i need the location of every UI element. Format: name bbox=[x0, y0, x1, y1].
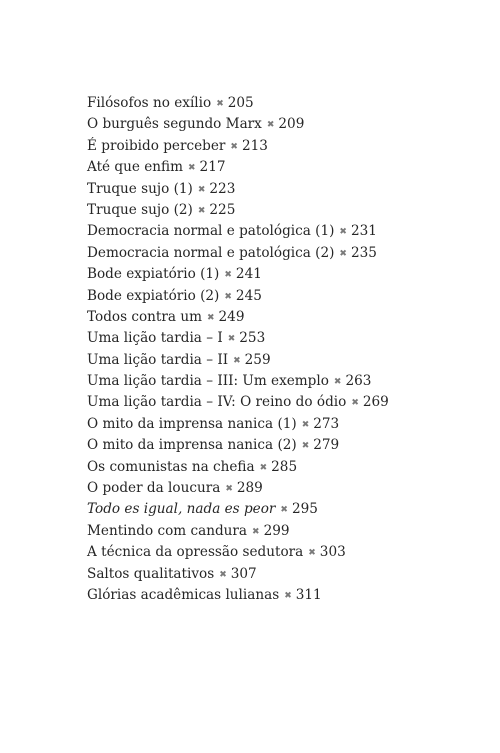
toc-entry bbox=[87, 136, 389, 157]
toc-entry-page-number: 249 bbox=[218, 308, 245, 325]
toc-entry-title: Uma lição tardia – I bbox=[87, 330, 223, 347]
toc-entry-page-number: 241 bbox=[235, 266, 262, 283]
toc-entry-page-number: 223 bbox=[209, 180, 236, 197]
separator-icon: ✖ bbox=[206, 312, 215, 323]
separator-icon: ✖ bbox=[197, 205, 206, 216]
toc-entry-title: Truque sujo (1) bbox=[87, 180, 193, 197]
toc-entry-title: Uma lição tardia – III: Um exemplo bbox=[87, 373, 329, 390]
toc-entry-page-number: 217 bbox=[199, 159, 226, 176]
separator-icon: ✖ bbox=[308, 548, 316, 559]
toc-entry-title: Democracia normal e patológica (1) bbox=[87, 223, 335, 240]
toc-entry-title: O poder da loucura bbox=[87, 480, 221, 497]
toc-entry bbox=[87, 286, 389, 307]
toc-entry-title: Até que enfim bbox=[87, 159, 183, 176]
toc-entry bbox=[87, 350, 389, 371]
separator-icon: ✖ bbox=[219, 569, 227, 580]
toc-entry-title: Bode expiatório (1) bbox=[87, 266, 220, 283]
toc-entry-title: Uma lição tardia – IV: O reino do ódio bbox=[87, 394, 347, 411]
separator-icon: ✖ bbox=[259, 462, 268, 473]
toc-entry-title: O mito da imprensa nanica (1) bbox=[87, 415, 297, 432]
toc-entry-title: Saltos qualitativos bbox=[87, 565, 215, 582]
toc-entry bbox=[87, 392, 389, 413]
toc-entry-title: Truque sujo (2) bbox=[87, 201, 193, 218]
toc-entry-title: Todos contra um bbox=[87, 308, 202, 325]
toc-entry-page-number: 285 bbox=[271, 458, 298, 475]
toc-entry-title: Todo es igual, nada es peor bbox=[87, 501, 276, 518]
toc-entry bbox=[87, 521, 389, 542]
table-of-contents bbox=[87, 93, 389, 606]
toc-entry-page-number: 245 bbox=[235, 287, 262, 304]
toc-entry bbox=[87, 179, 389, 200]
separator-icon: ✖ bbox=[333, 377, 342, 388]
toc-entry-page-number: 209 bbox=[278, 116, 305, 133]
toc-entry bbox=[87, 457, 389, 478]
separator-icon: ✖ bbox=[230, 141, 238, 152]
separator-icon: ✖ bbox=[224, 270, 232, 281]
toc-entry-page-number: 295 bbox=[291, 501, 318, 518]
toc-entry bbox=[87, 307, 389, 328]
separator-icon: ✖ bbox=[284, 590, 292, 601]
separator-icon: ✖ bbox=[216, 99, 224, 109]
toc-entry-page-number: 269 bbox=[362, 394, 389, 411]
toc-entry-title: A técnica da opressão sedutora bbox=[87, 544, 304, 561]
toc-entry-page-number: 235 bbox=[350, 244, 377, 261]
toc-entry bbox=[87, 114, 389, 135]
toc-entry-title: Bode expiatório (2) bbox=[87, 287, 220, 304]
toc-entry bbox=[87, 435, 389, 456]
toc-entry bbox=[87, 414, 389, 435]
toc-entry-title: Os comunistas na chefia bbox=[87, 458, 255, 475]
toc-entry bbox=[87, 564, 389, 585]
toc-entry bbox=[87, 328, 389, 349]
toc-entry-page-number: 303 bbox=[319, 544, 346, 561]
toc-entry-page-number: 289 bbox=[236, 480, 263, 497]
toc-entry-title: O mito da imprensa nanica (2) bbox=[87, 437, 297, 454]
toc-entry-page-number: 279 bbox=[313, 437, 340, 454]
toc-entry bbox=[87, 200, 389, 221]
separator-icon: ✖ bbox=[351, 398, 359, 409]
toc-entry-title: Uma lição tardia – II bbox=[87, 351, 229, 368]
separator-icon: ✖ bbox=[301, 441, 310, 452]
toc-entry bbox=[87, 585, 389, 606]
separator-icon: ✖ bbox=[301, 419, 310, 430]
toc-entry-title: Filósofos no exílio bbox=[87, 95, 212, 111]
toc-entry-page-number: 213 bbox=[241, 137, 268, 154]
toc-entry-title: Glórias acadêmicas lulianas bbox=[87, 586, 280, 603]
separator-icon: ✖ bbox=[197, 184, 206, 195]
toc-entry bbox=[87, 478, 389, 499]
toc-entry bbox=[87, 499, 389, 520]
separator-icon: ✖ bbox=[225, 484, 233, 495]
toc-entry bbox=[87, 221, 389, 242]
separator-icon: ✖ bbox=[280, 505, 288, 516]
toc-entry-page-number: 253 bbox=[239, 330, 266, 347]
separator-icon: ✖ bbox=[339, 227, 347, 238]
toc-entry-page-number: 299 bbox=[263, 522, 290, 539]
toc-entry-page-number: 231 bbox=[350, 223, 377, 240]
toc-entry-page-number: 273 bbox=[313, 415, 340, 432]
separator-icon: ✖ bbox=[227, 334, 236, 345]
toc-entry bbox=[87, 264, 389, 285]
toc-entry-title: Mentindo com candura bbox=[87, 522, 248, 539]
toc-entry bbox=[87, 542, 389, 563]
toc-entry-page-number: 311 bbox=[295, 586, 322, 603]
separator-icon: ✖ bbox=[188, 163, 196, 174]
toc-entry-page-number: 307 bbox=[230, 565, 257, 582]
toc-entry-title: É proibido perceber bbox=[87, 137, 226, 154]
toc-entry bbox=[87, 243, 389, 264]
separator-icon: ✖ bbox=[233, 355, 241, 366]
toc-entry bbox=[87, 93, 389, 114]
toc-entry-title: O burguês segundo Marx bbox=[87, 116, 262, 133]
separator-icon: ✖ bbox=[224, 291, 232, 302]
toc-entry-page-number: 205 bbox=[227, 95, 254, 111]
separator-icon: ✖ bbox=[266, 120, 275, 131]
separator-icon: ✖ bbox=[252, 526, 260, 537]
toc-entry-page-number: 259 bbox=[244, 351, 271, 368]
separator-icon: ✖ bbox=[339, 248, 347, 259]
toc-entry-title: Democracia normal e patológica (2) bbox=[87, 244, 335, 261]
toc-entry bbox=[87, 371, 389, 392]
toc-entry-page-number: 225 bbox=[209, 201, 236, 218]
toc-entry-page-number: 263 bbox=[345, 373, 372, 390]
toc-entry bbox=[87, 157, 389, 178]
